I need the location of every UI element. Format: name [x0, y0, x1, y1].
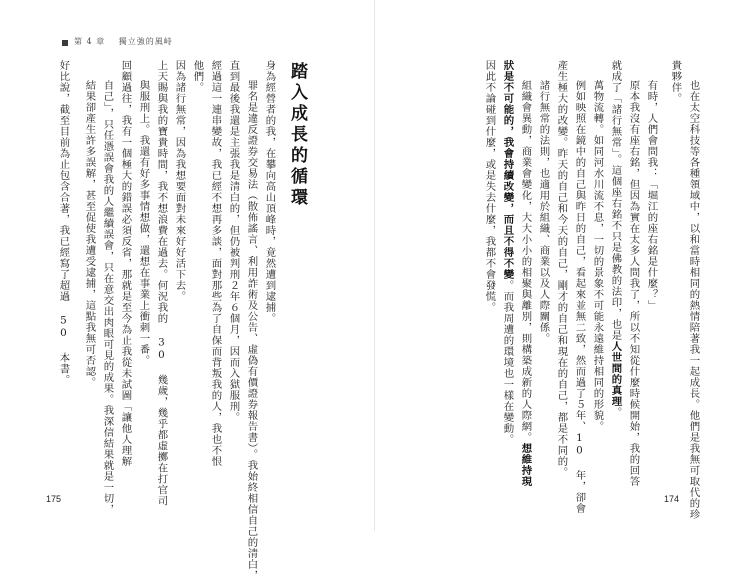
page-number-left: 175 [46, 494, 62, 504]
body-column [519, 60, 532, 487]
body-text: 組織會異動，商業會變化，大大小小的相聚與離別，則構築成新的人際網。 [519, 80, 532, 443]
body-column: 諸行無常的法則，也適用於組織、商業以及人際關係。 [537, 80, 550, 344]
body-column: 原本我沒有座右銘，但因為實在太多人問我了，所以不知從什麼時候開始，我的回答 [627, 80, 640, 487]
body-column: 有時，人們會問我：「堀江的座右銘是什麼？」 [645, 80, 658, 311]
bold-phrase: 想維持現 [519, 443, 532, 487]
body-column: 罪名是違反證券交易法（散佈謠言、利用詐術及公告、虛偽有價證券報告書）。我始終相信自己的清白， [245, 80, 258, 581]
body-column: 好比說，截至目前為止包含合著，我已經寫了超過 50 本書。 [57, 60, 70, 386]
body-column: 上天賜與我的寶貴時間，我不想浪費在過去。何況我的 30 幾歲，幾乎都虛擲在打官司 [155, 60, 168, 507]
bold-phrase: 人世間的真理 [609, 340, 622, 407]
body-column: 也在太空科技等各種領域中，以和當時相同的熱情陪著我一起成長。他們是我無可取代的珍 [687, 80, 700, 520]
body-column: 經過這一連串變故，我已經不想再多談，面對那些為了自保而背叛我的人，我也不恨 [209, 60, 222, 467]
body-column: 與服刑上。我還有好多事情想做，還想在事業上衝刺一番。 [137, 80, 150, 366]
page-number-right: 174 [664, 494, 680, 504]
chapter-title: 獨立強的風峙 [118, 37, 173, 46]
body-text: 。而我周遭的環境也一樣在變動。 [501, 280, 514, 445]
body-text: 就成了「諸行無常」。這個座右銘不只是佛教的法印，也是 [609, 60, 622, 341]
body-column: 身為經營者的我，在攀向高山頂峰時，竟然遭到逮捕。 [263, 60, 276, 324]
body-column: 就成了「諸行無常」。這個座右銘不只是佛教的法印，也是人世間的真理。 [609, 60, 622, 418]
body-column: 產生極大的改變。昨天的自己和今天的自己，剛才的自己和現在的自己，都是不同的。 [555, 60, 568, 478]
chapter-number: 第 4 章 [74, 37, 106, 46]
body-column: 例如映照在鏡中的自己與昨日的自己，看起來並無二致，然而過了５年、10 年，卻會 [573, 80, 586, 514]
body-column [502, 60, 512, 458]
body-column: 萬物流轉。如同河水川流不息，一切的景象不可能永遠維持相同的形貌。 [591, 80, 604, 432]
section-heading: 踏入成長的循環 [287, 62, 307, 209]
body-column: 直到最後我還是主張我是清白的，但仍被判刑２年６個月，因而入獄服刑。 [227, 60, 240, 423]
body-column: 他們。 [191, 60, 204, 93]
body-column: 因為諸行無常，因為我想要面對未來好好活下去。 [173, 60, 186, 302]
body-column: 因此不論碰到什麼，或是失去什麼，我都不會發慌。 [483, 60, 496, 313]
body-column: 貴夥伴。 [669, 60, 682, 104]
body-column: 自己」，只任憑誤會我的人繼續誤會，只在意交出肉眼可見的成果。我深信結果就是一切， [101, 80, 114, 515]
body-column: 回顧過往，我有一個極大的錯誤必須反省，那就是至今為止我從未試圖「讓他人理解 [119, 60, 132, 467]
body-column: 結果卻產生許多誤解，甚至促使我遭受逮捕，這點我無可否認。 [83, 80, 96, 388]
bold-phrase: 狀是不可能的，我會持續改變，而且不得不變 [501, 60, 514, 280]
